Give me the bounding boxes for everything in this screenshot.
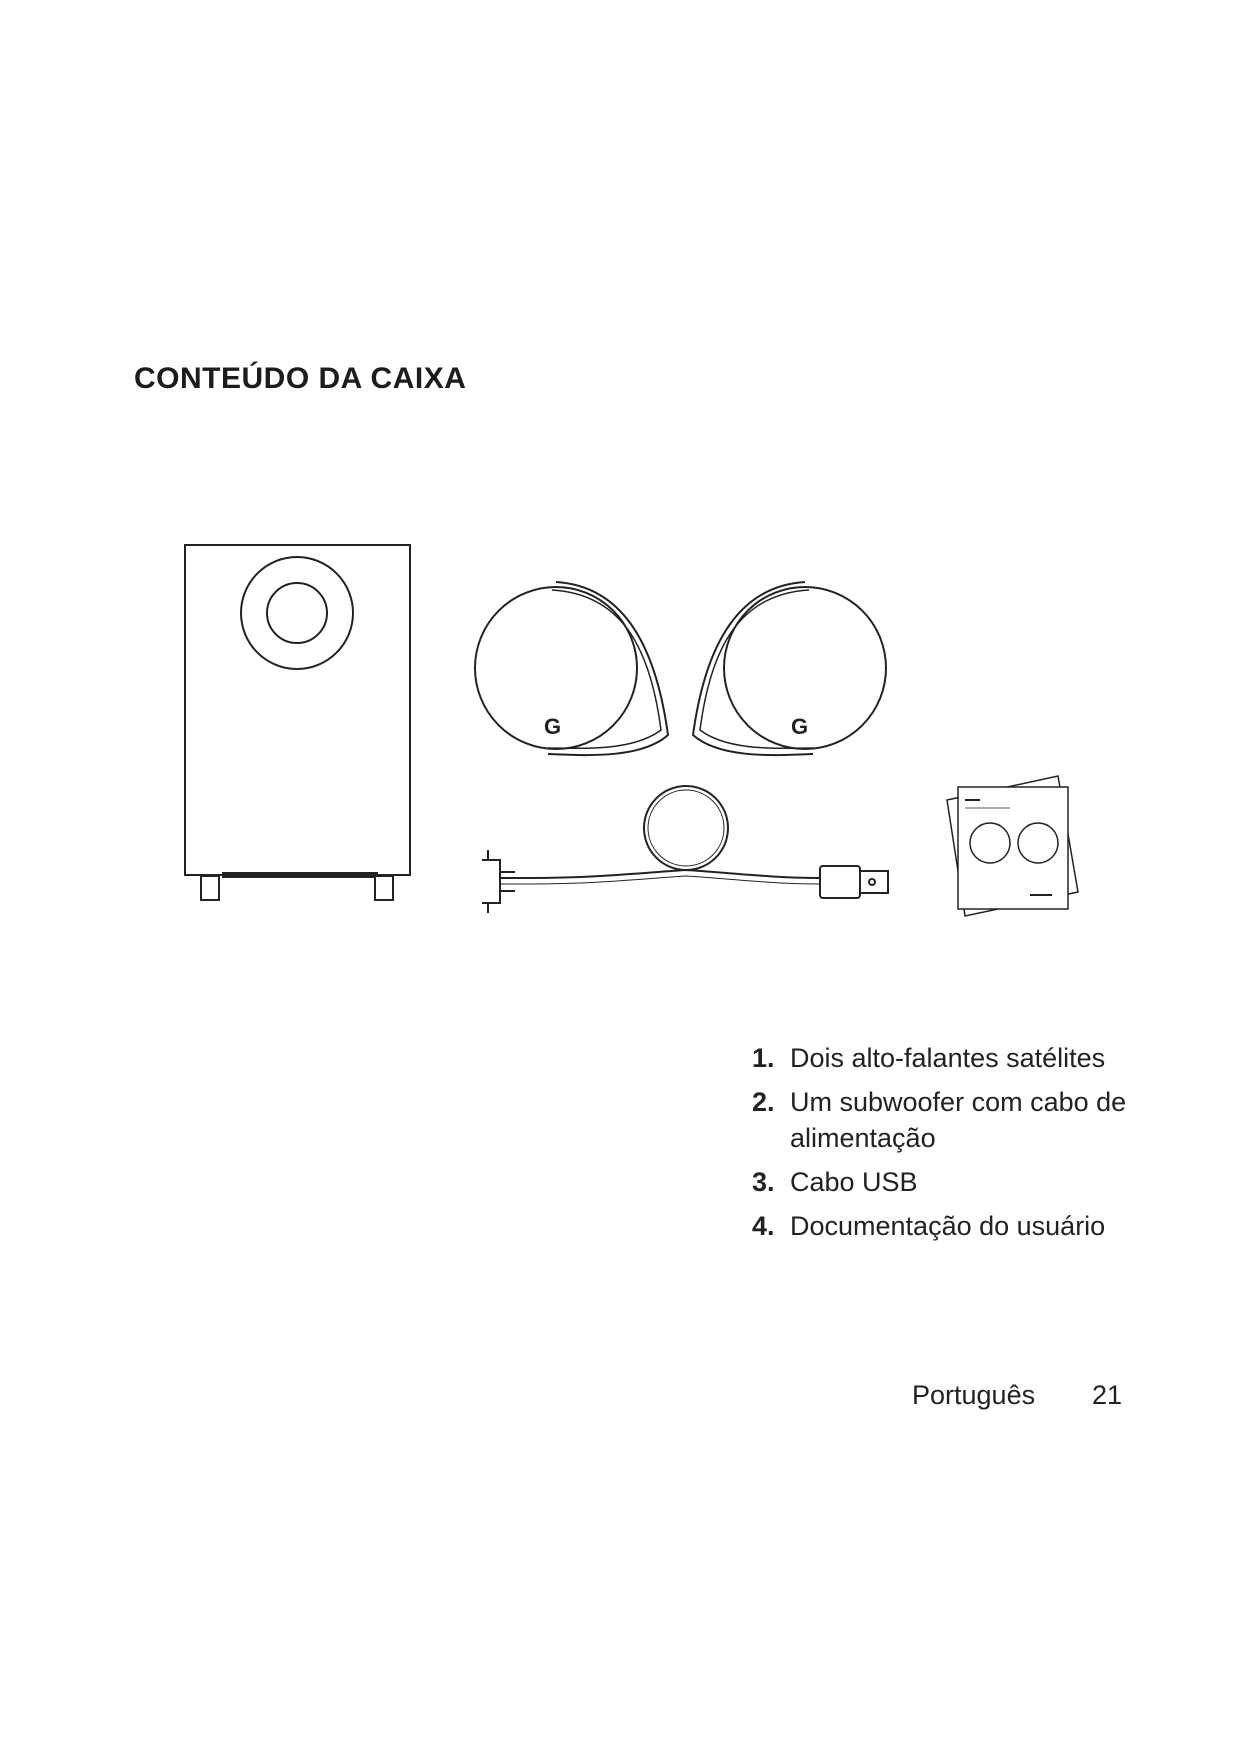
- user-documentation-icon: [947, 776, 1078, 916]
- svg-text:G: G: [544, 714, 562, 739]
- footer-language: Português: [912, 1380, 1036, 1410]
- page-number: 21: [1091, 1380, 1122, 1410]
- satellite-speaker-icon: [693, 582, 886, 755]
- list-item-number: 2.: [752, 1087, 775, 1117]
- page-footer: [912, 1380, 1122, 1411]
- usb-cable-icon: [482, 786, 888, 913]
- list-item-text: Cabo USB: [790, 1167, 918, 1197]
- subwoofer-icon: [185, 545, 410, 900]
- svg-text:G: G: [791, 714, 809, 739]
- contents-list: [752, 1040, 1172, 1252]
- list-item-number: 3.: [752, 1167, 775, 1197]
- list-item-text: Documentação do usuário: [790, 1211, 1106, 1241]
- list-item-text: Dois alto-falantes satélites: [790, 1043, 1106, 1073]
- list-item: [752, 1208, 1172, 1244]
- satellite-speaker-icon: [475, 582, 668, 755]
- list-item-number: 1.: [752, 1043, 775, 1073]
- list-item-number: 4.: [752, 1211, 775, 1241]
- list-item-text: Um subwoofer com cabo de alimentação: [790, 1087, 1127, 1153]
- page-title: CONTEÚDO DA CAIXA: [134, 362, 467, 395]
- list-item: [752, 1164, 1172, 1200]
- list-item: [752, 1084, 1172, 1156]
- list-item: [752, 1040, 1172, 1076]
